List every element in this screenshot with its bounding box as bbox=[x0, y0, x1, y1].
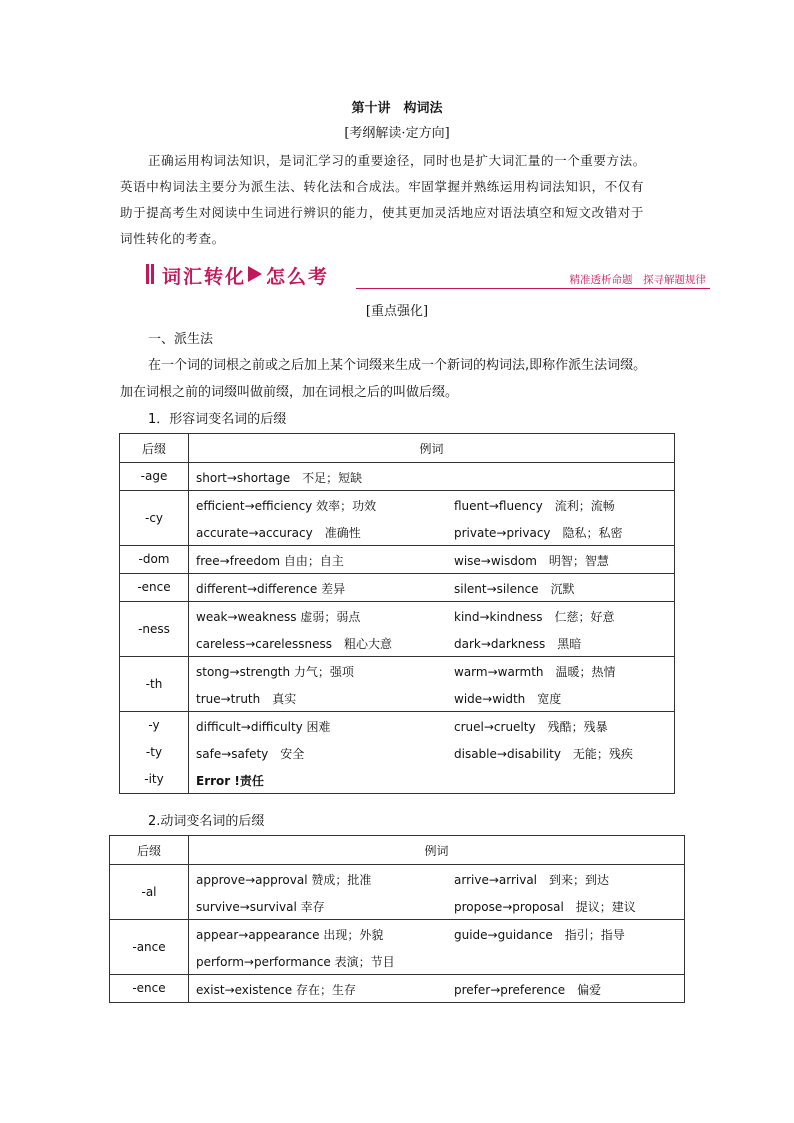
example-line bbox=[189, 892, 684, 919]
example-left: weak→weakness 虚弱；弱点 bbox=[196, 610, 361, 624]
example-right: prefer→preference 偏爱 bbox=[454, 983, 602, 997]
section-banner bbox=[146, 262, 710, 288]
suffix-cell bbox=[110, 865, 189, 920]
example-left: perform→performance 表演；节目 bbox=[196, 955, 395, 969]
example-left: accurate→accuracy 准确性 bbox=[196, 526, 361, 540]
suffix-text: -ty bbox=[145, 745, 163, 759]
example-right: disable→disability 无能；残疾 bbox=[454, 747, 633, 761]
example-left: safe→safety 安全 bbox=[196, 747, 305, 761]
example-right: warm→warmth 温暖；热情 bbox=[454, 665, 616, 679]
example-line bbox=[189, 766, 674, 793]
example-right: dark→darkness 黑暗 bbox=[454, 637, 582, 651]
section-heading: [重点强化] bbox=[365, 304, 429, 319]
example-cell bbox=[189, 920, 685, 975]
banner-bars-icon bbox=[146, 264, 156, 288]
intro-paragraph bbox=[120, 148, 680, 252]
suffix-text: -y bbox=[148, 718, 160, 732]
suffix-text: -cy bbox=[144, 510, 164, 525]
table-row bbox=[120, 712, 675, 794]
example-left: exist→existence 存在；生存 bbox=[196, 983, 356, 997]
example-cell bbox=[189, 546, 675, 574]
suffix-cell bbox=[120, 574, 189, 602]
table-row bbox=[120, 574, 675, 602]
part-desc-line: 加在词根之前的词缀叫做前缀，加在词根之后的叫做后缀。 bbox=[120, 385, 459, 400]
suffix-text: -ence bbox=[137, 580, 171, 594]
example-line bbox=[189, 920, 684, 947]
suffix-cell bbox=[120, 491, 189, 546]
banner-tagline: 精准透析命题 探寻解题规律 bbox=[569, 274, 706, 286]
example-right: kind→kindness 仁慈；好意 bbox=[454, 610, 615, 624]
example-left: careless→carelessness 粗心大意 bbox=[196, 637, 392, 651]
suffix-cell bbox=[110, 975, 189, 1003]
example-right: guide→guidance 指引；指导 bbox=[454, 928, 625, 942]
example-cell bbox=[189, 463, 675, 491]
table-row bbox=[110, 865, 685, 920]
suffix-cell bbox=[120, 546, 189, 574]
example-cell bbox=[189, 657, 675, 712]
table-header-cell: 后缀 bbox=[120, 434, 189, 463]
table-row bbox=[110, 975, 685, 1003]
example-left: appear→appearance 出现；外貌 bbox=[196, 928, 384, 942]
intro-line: 正确运用构词法知识，是词汇学习的重要途径，同时也是扩大词汇量的一个重要方法。 bbox=[148, 153, 646, 168]
table-header-cell: 后缀 bbox=[110, 836, 189, 865]
banner-arrow-icon bbox=[248, 266, 262, 282]
table-row bbox=[120, 657, 675, 712]
example-line bbox=[189, 546, 674, 573]
example-right: cruel→cruelty 残酷；残暴 bbox=[454, 720, 608, 734]
example-line bbox=[189, 712, 674, 739]
table1-caption: 1．形容词变名词的后缀 bbox=[148, 412, 287, 427]
example-left: Error !责任 bbox=[196, 774, 264, 788]
suffix-text: -ness bbox=[138, 621, 170, 636]
example-line bbox=[189, 739, 674, 766]
example-left: short→shortage 不足；短缺 bbox=[196, 471, 363, 485]
example-line bbox=[189, 947, 684, 974]
suffix-cell bbox=[110, 920, 189, 975]
table-row bbox=[120, 602, 675, 657]
example-cell bbox=[189, 491, 675, 546]
table-row bbox=[120, 491, 675, 546]
example-cell bbox=[189, 574, 675, 602]
suffix-cell bbox=[120, 712, 189, 794]
suffix-text: -age bbox=[140, 469, 168, 483]
example-left: efficient→efficiency 效率；功效 bbox=[196, 499, 377, 513]
example-right: arrive→arrival 到来；到达 bbox=[454, 873, 610, 887]
example-cell bbox=[189, 712, 675, 794]
table-header-cell: 例词 bbox=[189, 434, 675, 463]
table-row bbox=[110, 920, 685, 975]
example-line bbox=[189, 975, 684, 1002]
example-line bbox=[189, 865, 684, 892]
example-right: silent→silence 沉默 bbox=[454, 582, 575, 596]
suffix-text: -al bbox=[141, 884, 157, 899]
example-right: fluent→fluency 流利；流畅 bbox=[454, 499, 615, 513]
example-cell bbox=[189, 975, 685, 1003]
suffix-cell bbox=[120, 657, 189, 712]
banner-title-left: 词汇转化 bbox=[162, 266, 247, 288]
example-line bbox=[189, 518, 674, 545]
suffix-cell bbox=[120, 602, 189, 657]
example-right: private→privacy 隐私；私密 bbox=[454, 526, 623, 540]
suffix-text: -ence bbox=[132, 981, 166, 995]
banner-title-right: 怎么考 bbox=[266, 266, 330, 288]
example-left: survive→survival 幸存 bbox=[196, 900, 325, 914]
table2-caption: 2.动词变名词的后缀 bbox=[148, 814, 265, 829]
suffix-text: -th bbox=[145, 676, 163, 691]
suffix-text: -ity bbox=[144, 772, 164, 786]
table-header-cell: 例词 bbox=[189, 836, 685, 865]
example-left: free→freedom 自由；自主 bbox=[196, 554, 344, 568]
example-line bbox=[189, 574, 674, 601]
example-right: propose→proposal 提议；建议 bbox=[454, 900, 636, 914]
part-desc-line: 在一个词的词根之前或之后加上某个词缀来生成一个新词的构词法,即称作派生法词缀。 bbox=[148, 358, 647, 373]
example-cell bbox=[189, 865, 685, 920]
intro-line: 助于提高考生对阅读中生词进行辨识的能力，使其更加灵活地应对语法填空和短文改错对于 bbox=[120, 205, 645, 220]
example-line bbox=[189, 657, 674, 684]
banner-underline bbox=[356, 288, 710, 289]
part-heading: 一、派生法 bbox=[148, 332, 214, 347]
example-line bbox=[189, 491, 674, 518]
table-row bbox=[120, 546, 675, 574]
table-header-row bbox=[110, 836, 685, 865]
example-line bbox=[189, 602, 674, 629]
example-line bbox=[189, 684, 674, 711]
suffix-cell bbox=[120, 463, 189, 491]
example-right: wide→width 宽度 bbox=[454, 692, 562, 706]
example-right: wise→wisdom 明智；智慧 bbox=[454, 554, 609, 568]
intro-line: 英语中构词法主要分为派生法、转化法和合成法。牢固掌握并熟练运用构词法知识，不仅有 bbox=[120, 179, 645, 194]
suffix-text: -dom bbox=[138, 552, 170, 566]
example-cell bbox=[189, 602, 675, 657]
table-row bbox=[120, 463, 675, 491]
example-left: true→truth 真实 bbox=[196, 692, 297, 706]
example-left: different→difference 差异 bbox=[196, 582, 346, 596]
example-left: stong→strength 力气；强项 bbox=[196, 665, 354, 679]
page-title: 第十讲 构词法 bbox=[351, 101, 443, 116]
page-subtitle: [考纲解读·定方向] bbox=[344, 126, 450, 141]
example-left: approve→approval 赞成；批准 bbox=[196, 873, 372, 887]
suffix-table-verb-to-noun bbox=[109, 835, 685, 1003]
table-header-row bbox=[120, 434, 675, 463]
example-line bbox=[189, 463, 674, 490]
suffix-table-adj-to-noun bbox=[119, 433, 675, 794]
suffix-text: -ance bbox=[132, 939, 166, 954]
example-left: difficult→difficulty 困难 bbox=[196, 720, 331, 734]
intro-line: 词性转化的考查。 bbox=[120, 231, 225, 246]
example-line bbox=[189, 629, 674, 656]
